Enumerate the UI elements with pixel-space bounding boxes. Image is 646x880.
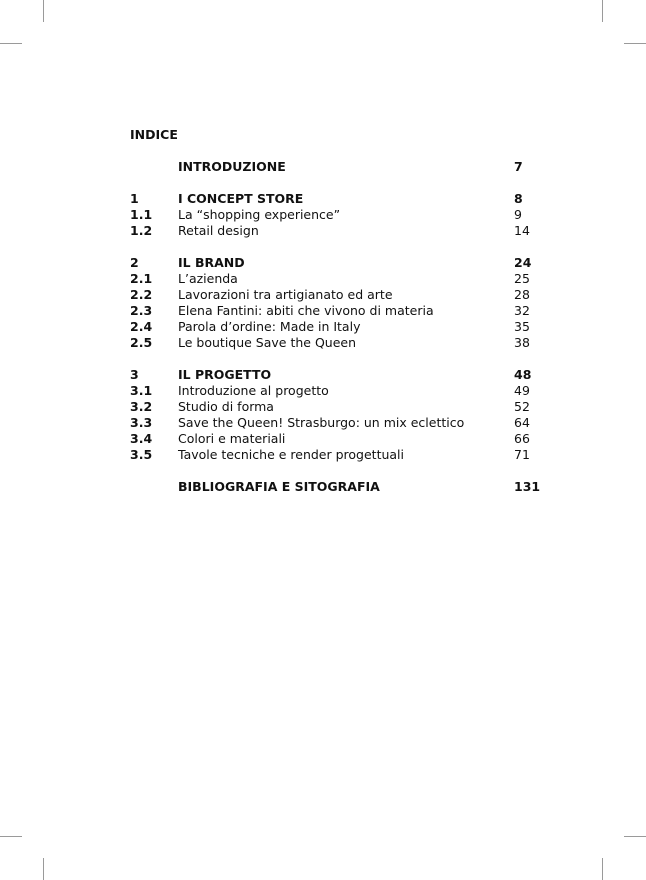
- toc-chapter-row: [130, 479, 550, 495]
- toc-entry-number: 2.5: [130, 335, 153, 350]
- section-gap: [130, 463, 550, 479]
- toc-entry-row: [130, 207, 550, 223]
- toc-entry-number: 2.3: [130, 303, 153, 318]
- toc-entry-label: IL PROGETTO: [178, 367, 272, 382]
- toc-entry-row: [130, 303, 550, 319]
- toc-entry-label: Tavole tecniche e render progettuali: [178, 447, 405, 462]
- toc-entry-number: 3.4: [130, 431, 153, 446]
- crop-mark-bottom-right-v: [602, 858, 603, 880]
- toc-entry-page: 48: [514, 367, 532, 382]
- toc-entry-row: [130, 223, 550, 239]
- toc-body: [130, 159, 550, 495]
- toc-entry-number: 3.3: [130, 415, 153, 430]
- section-gap: [130, 239, 550, 255]
- toc-entry-number: 2.1: [130, 271, 153, 286]
- toc-entry-number: 1: [130, 191, 139, 206]
- toc-entry-number: 3.5: [130, 447, 153, 462]
- toc-entry-page: 52: [514, 399, 530, 414]
- toc-chapter-row: [130, 191, 550, 207]
- toc-entry-row: [130, 335, 550, 351]
- toc-chapter-row: [130, 367, 550, 383]
- crop-mark-top-left-h: [0, 43, 22, 44]
- toc-entry-label: L’azienda: [178, 271, 238, 286]
- crop-mark-top-left-v: [43, 0, 44, 22]
- toc-entry-number: 3.2: [130, 399, 153, 414]
- toc-entry-label: Colori e materiali: [178, 431, 286, 446]
- toc-entry-page: 35: [514, 319, 530, 334]
- toc-title: INDICE: [130, 127, 178, 142]
- toc-entry-label: Le boutique Save the Queen: [178, 335, 357, 350]
- crop-mark-bottom-right-h: [624, 836, 646, 837]
- toc-entry-page: 131: [514, 479, 541, 494]
- toc-entry-number: 1.1: [130, 207, 153, 222]
- toc-entry-page: 32: [514, 303, 530, 318]
- toc-entry-number: 3.1: [130, 383, 153, 398]
- toc-entry-page: 28: [514, 287, 530, 302]
- toc-entry-label: BIBLIOGRAFIA E SITOGRAFIA: [178, 479, 380, 494]
- toc-entry-label: Parola d’ordine: Made in Italy: [178, 319, 361, 334]
- toc-entry-number: 1.2: [130, 223, 153, 238]
- toc-entry-page: 64: [514, 415, 530, 430]
- toc-entry-row: [130, 319, 550, 335]
- toc-entry-page: 25: [514, 271, 530, 286]
- toc-entry-number: 2: [130, 255, 139, 270]
- toc-entry-page: 24: [514, 255, 532, 270]
- section-gap: [130, 175, 550, 191]
- toc-entry-label: Retail design: [178, 223, 259, 238]
- toc-entry-row: [130, 271, 550, 287]
- crop-mark-top-right-v: [602, 0, 603, 22]
- toc-entry-page: 14: [514, 223, 530, 238]
- toc-entry-row: [130, 447, 550, 463]
- toc-entry-row: [130, 383, 550, 399]
- crop-mark-top-right-h: [624, 43, 646, 44]
- toc-entry-label: INTRODUZIONE: [178, 159, 286, 174]
- crop-mark-bottom-left-h: [0, 836, 22, 837]
- toc-entry-page: 9: [514, 207, 522, 222]
- toc-entry-page: 66: [514, 431, 530, 446]
- toc-entry-number: 2.2: [130, 287, 153, 302]
- toc-entry-label: Studio di forma: [178, 399, 274, 414]
- toc-entry-number: 2.4: [130, 319, 153, 334]
- section-gap: [130, 351, 550, 367]
- toc-entry-label: Lavorazioni tra artigianato ed arte: [178, 287, 393, 302]
- toc-chapter-row: [130, 159, 550, 175]
- toc-entry-row: [130, 399, 550, 415]
- toc-entry-label: I CONCEPT STORE: [178, 191, 304, 206]
- toc-entry-page: 8: [514, 191, 523, 206]
- toc-entry-row: [130, 287, 550, 303]
- toc-entry-page: 49: [514, 383, 530, 398]
- toc-entry-row: [130, 431, 550, 447]
- toc-entry-page: 7: [514, 159, 523, 174]
- toc-entry-label: Save the Queen! Strasburgo: un mix eclettico: [178, 415, 465, 430]
- toc-entry-page: 38: [514, 335, 530, 350]
- toc-entry-number: 3: [130, 367, 139, 382]
- toc-chapter-row: [130, 255, 550, 271]
- toc-entry-label: Elena Fantini: abiti che vivono di materia: [178, 303, 434, 318]
- toc-entry-label: IL BRAND: [178, 255, 245, 270]
- toc-entry-page: 71: [514, 447, 530, 462]
- toc-entry-label: La “shopping experience”: [178, 207, 341, 222]
- crop-mark-bottom-left-v: [43, 858, 44, 880]
- toc-entry-row: [130, 415, 550, 431]
- toc-entry-label: Introduzione al progetto: [178, 383, 329, 398]
- table-of-contents: [130, 127, 550, 495]
